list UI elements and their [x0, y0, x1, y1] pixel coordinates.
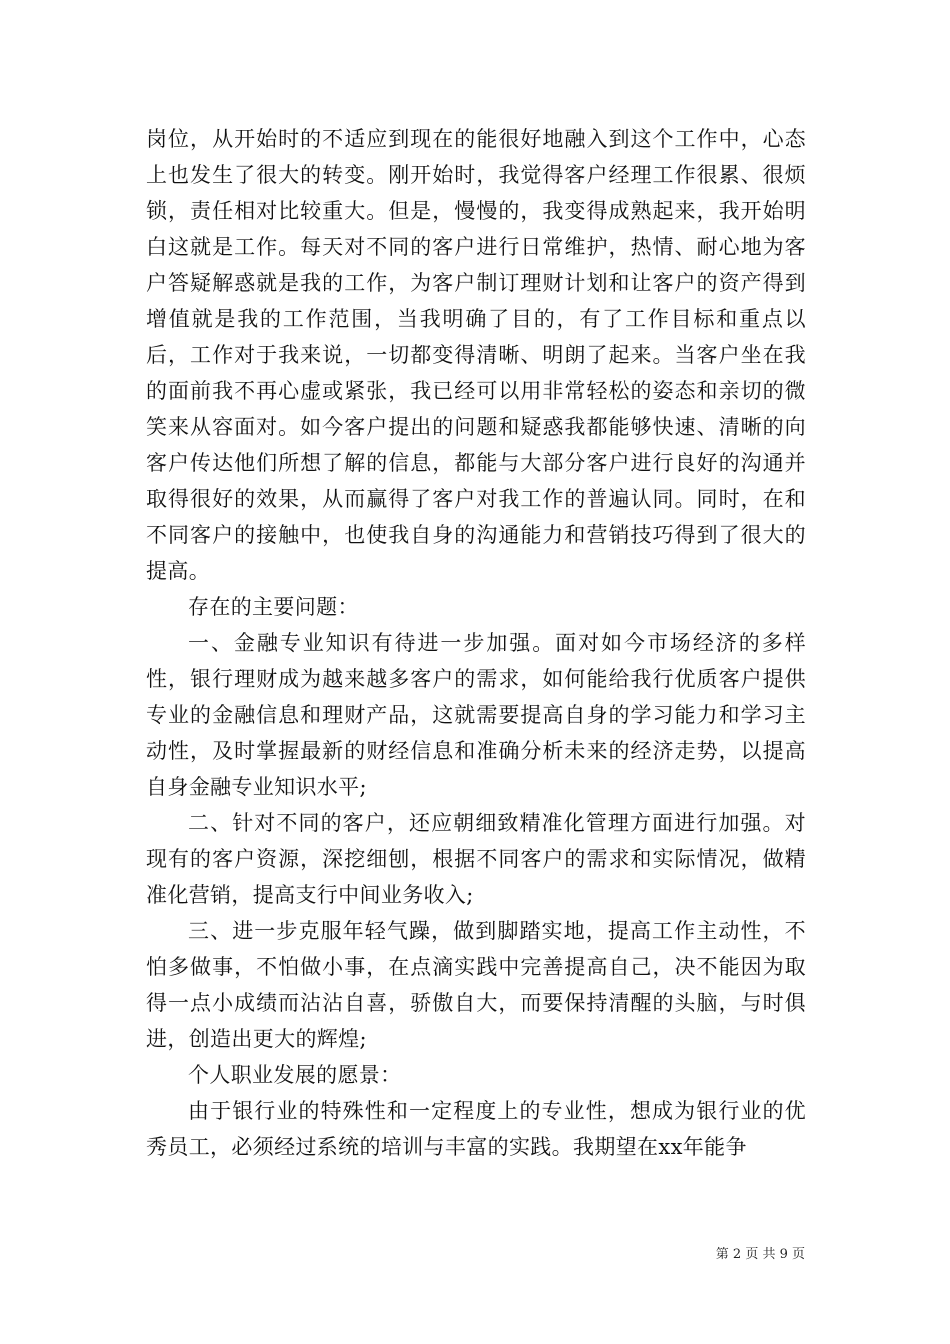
page-number-footer: 第 2 页 共 9 页 [715, 1247, 805, 1262]
heading-career-vision: 个人职业发展的愿景： [188, 1063, 402, 1087]
heading-main-problems: 存在的主要问题： [188, 595, 359, 619]
paragraph-problem-two: 二、针对不同的客户，还应朝细致精准化管理方面进行加强。对现有的客户资源，深挖细刨，根据不同客户的需求和实际情况，做精准化营销，提高支行中间业务收入; [146, 811, 806, 907]
paragraph-work-attitude: 岗位，从开始时的不适应到现在的能很好地融入到这个工作中，心态上也发生了很大的转变。刚开始时，我觉得客户经理工作很累、很烦锁，责任相对比较重大。但是，慢慢的，我变得成熟起来，我开始明白这就是工作。每天对不同的客户进行日常维护，热情、耐心地为客户答疑解惑就是我的工作，为客户制订理财计划和让客户的资产得到增值就是我的工作范围，当我明确了目的，有了工作目标和重点以后，工作对于我来说，一切都变得清晰、明朗了起来。当客户坐在我的面前我不再心虚或紧张，我已经可以用非常轻松的姿态和亲切的微笑来从容面对。如今客户提出的问题和疑惑我都能够快速、清晰的向客户传达他们所想了解的信息，都能与大部分客户进行良好的沟通并取得很好的效果，从而赢得了客户对我工作的普遍认同。同时，在和不同客户的接触中，也使我自身的沟通能力和营销技巧得到了很大的提高。 [146, 127, 806, 583]
paragraph-problem-three: 三、进一步克服年轻气躁，做到脚踏实地，提高工作主动性，不怕多做事，不怕做小事，在点滴实践中完善提高自己，决不能因为取得一点小成绩而沾沾自喜，骄傲自大，而要保持清醒的头脑，与时俱进，创造出更大的辉煌; [146, 919, 806, 1051]
paragraph-career-vision: 由于银行业的特殊性和一定程度上的专业性，想成为银行业的优秀员工，必须经过系统的培训与丰富的实践。我期望在xx年能争 [146, 1099, 806, 1159]
document-body [146, 121, 806, 1165]
paragraph-problem-one: 一、金融专业知识有待进一步加强。面对如今市场经济的多样性，银行理财成为越来越多客户的需求，如何能给我行优质客户提供专业的金融信息和理财产品，这就需要提高自身的学习能力和学习主动性，及时掌握最新的财经信息和准确分析未来的经济走势，以提高自身金融专业知识水平; [146, 631, 806, 799]
